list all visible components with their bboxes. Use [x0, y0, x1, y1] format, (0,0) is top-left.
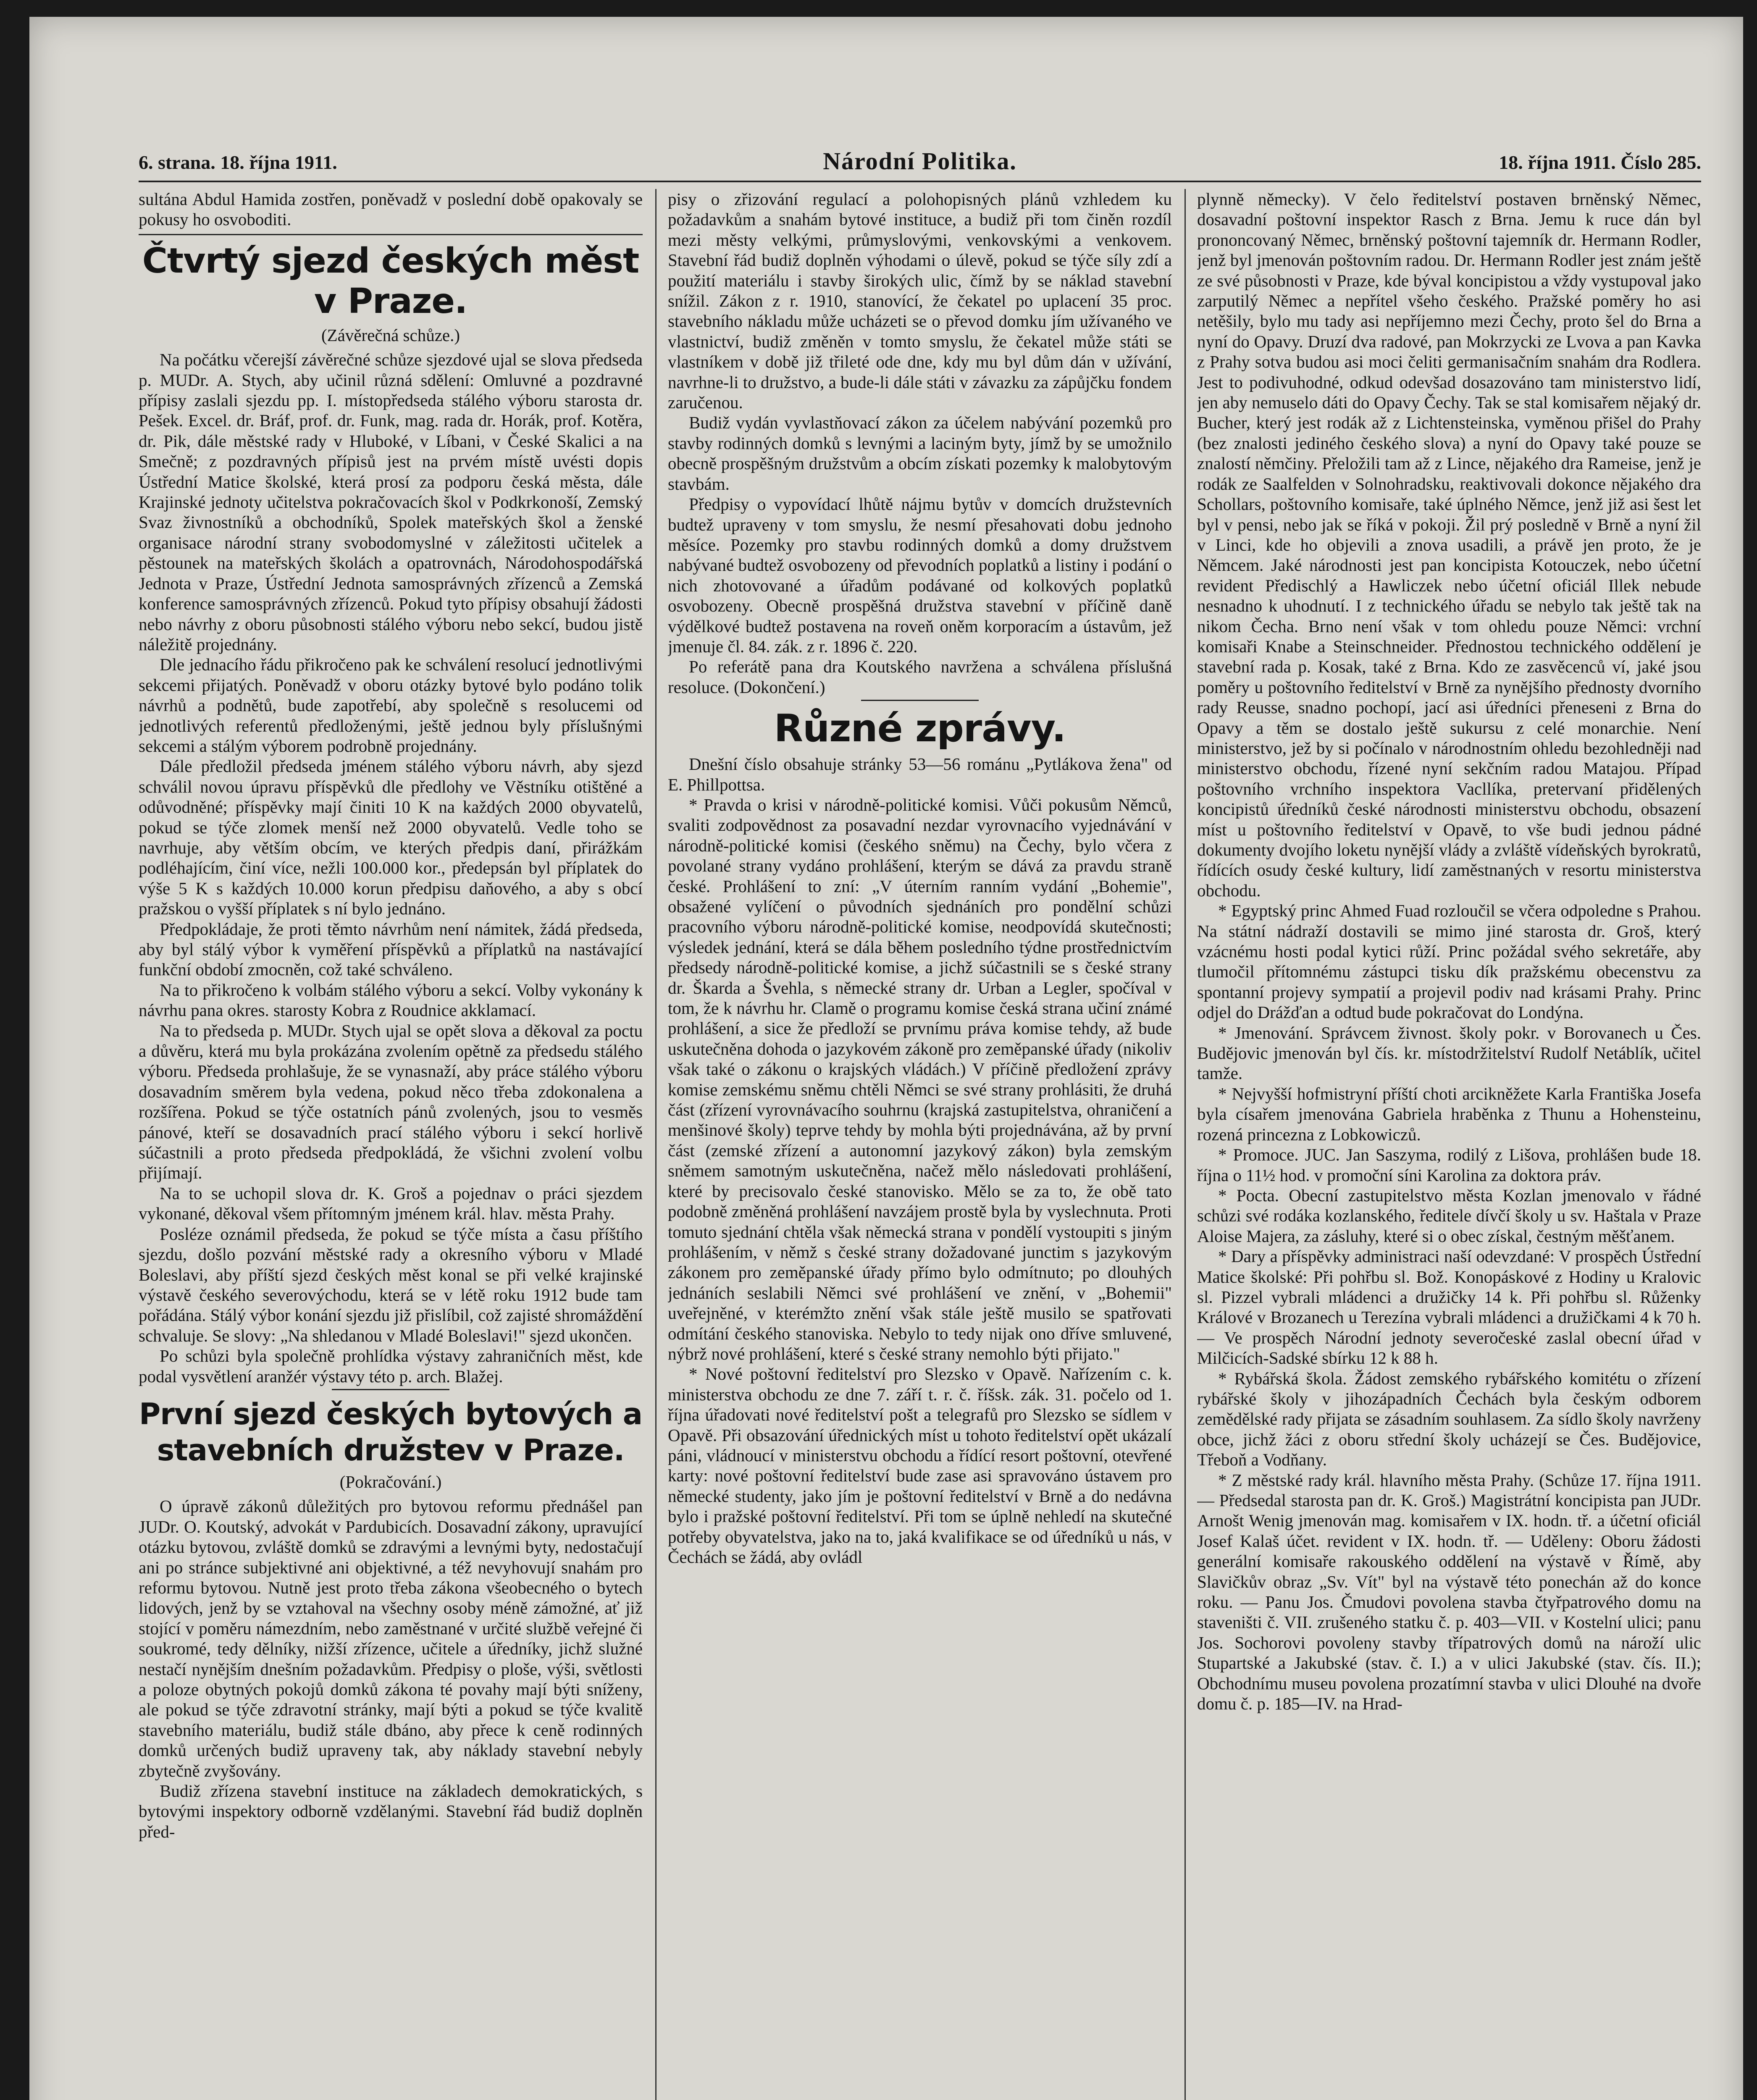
header-left: 6. strana. 18. října 1911. — [139, 152, 337, 173]
headline-housing-cooperatives: První sjezd českých bytových a stavebních družstev v Praze. — [139, 1396, 642, 1467]
paragraph: Po schůzi byla společně prohlídka výstavy zahraničních měst, kde podal vysvětlení aranžér výstavy této p. arch. Blažej. — [139, 1346, 643, 1386]
news-item: * Egyptský princ Ahmed Fuad rozloučil se včera odpoledne s Prahou. Na státní nádraží dostavili se mimo jiné starosta dr. Groš, který vzácnému hosti podal kytici růží. Princ požádal svého sekretáře, aby tlumočil přítomnému zástupci tisku dík pražskému obecenstvu za spontanní projevy sympatií a projevil podiv nad krásami Prahy. Princ odjel do Drážďan a odtud bude pokračovat do Londýna. — [1197, 901, 1701, 1022]
separator — [861, 700, 979, 701]
header-right: 18. října 1911. Číslo 285. — [1499, 152, 1701, 173]
page-header — [139, 147, 1701, 181]
news-item: * Jmenování. Správcem živnost. školy pokr. v Borovanech u Čes. Budějovic jmenován byl čís. kr. místodržitelství Rudolf Netáblík, učitel tamže. — [1197, 1023, 1701, 1083]
paragraph: pisy o zřizování regulací a polohopisných plánů vzhledem ku požadavkům a snahám bytové instituce, a budiž při tom činěn rozdíl mezi městy velkými, průmyslovými, venkovskými a venkovem. Stavební řád budiž doplněn výhodami o úlevě, pokud se týče síly zdí a použití materiálu i stavby širokých ulic, čímž by se náklad stavební snížil. Zákon z r. 1910, stanovící, že čekatel po uplacení 35 proc. stavebního nákladu může ucházeti se o převod domku jím užívaného ve vlastnictví, budiž změněn v tomto smyslu, že čekatel může státi se vlastníkem v době již třileté ode dne, kdy mu byl dům dán v užívání, navrhne-li to družstvo, a bude-li dále státi v závazku za zápůjčku fondem zaručenou. — [668, 189, 1172, 412]
news-item: * Rybářská škola. Žádost zemského rybářského komitétu o zřízení rybářské školy v jihozápadních Čechách byla českým odborem zemědělské rady přijata se zásadním souhlasem. Za sídlo školy navrženy obce, jichž žáci z oboru střední školy ucházejí se Čes. Budějovice, Třeboň a Vodňany. — [1197, 1368, 1701, 1470]
paragraph: Předpokládaje, že proti těmto návrhům není námitek, žádá předseda, aby byl stálý výbor k vyměření příspěvků a příplatků na nastávající funkční období zmocněn, což také schváleno. — [139, 919, 643, 979]
header-rule — [139, 181, 1701, 182]
column-divider — [655, 189, 657, 2100]
newspaper-page — [29, 17, 1743, 2100]
paragraph: Budiž vydán vyvlastňovací zákon za účelem nabývání pozemků pro stavby rodinných domků s levnými a laciným byty, jímž by se umožnilo obecně prospěšným družstvům a obcím získati pozemky k malobytovým stavbám. — [668, 413, 1172, 494]
news-item: * Pocta. Obecní zastupitelstvo města Kozlan jmenovalo v řádné schůzi své rodáka kozlanského, ředitele dívčí školy u sv. Haštala v Praze Aloise Majera, za zásluhy, které si o obec získal, čestným měšťanem. — [1197, 1185, 1701, 1246]
news-item: * Pravda o krisi v národně-politické komisi. Vůči pokusům Němců, svaliti zodpovědnost za posavadní nezdar vyrovnacího vyjednávání v národně-politické komisi (českého sněmu) na Čechy, bylo včera z povolané strany vydáno prohlášení, kterým se dává za pravdu straně české. Prohlášení to zní: „V úterním ranním vydání „Bohemie", obsažené vylíčení o původních sjednáních pro pondělní schůzi pracovního výboru národně-politické komise, neodpovídá skutečnosti; výsledek jednání, která se dála během posledního týdne prostřednictvím předsedy národně-politické komise, a jichž súčastnili se s české strany dr. Škarda a Švehla, s německé strany dr. Urban a Legler, spočíval v tom, že k návrhu hr. Clamě o programu komise česká strana učiní známé prohlášení, a sice že předloží se prvnímu práva komise tehdy, až bude uskutečněna dohoda o jazykovém zákoně pro zeměpanské úřady (nikoliv však také o zákonu o krajských vládách.) V příčině předložení zprávy komise zemskému sněmu chtěli Němci se své strany prohlásiti, že druhá část (zřízení vyrovnávacího souhrnu (krajská zastupitelstva, ohraničení a menšinové školy) teprve tehdy by mohla býti projednávána, až by první část (zemské zřízení a autonomní jazykový zákon) byla zemským sněmem samotným uskutečněna, načež mělo následovati prohlášení, které by precisovalo české stanovisko. Mělo se za to, že obě tato podobně změněná prohlášení navzájem prostě byla by vyslechnuta. Proti tomuto sjednání chtěla však německá strana v pondělí vystoupiti s jiným prohlášením, v němž s české strany dožadované junctim s jazykovým zákonem pro zeměpanské úřady přímo bylo odmítnuto; po dlouhých jednáních seslabili Němci své prohlášení ve znění, v „Bohemii" uveřejněné, v kterémžto znění však stále ještě musilo se spatřovati odmítání českého stanoviska. Nebylo to tedy nijak ono dříve smluvené, nýbrž nové prohlášení, které s české strany nemohlo býti přijato." — [668, 795, 1172, 1363]
paragraph: Předpisy o vypovídací lhůtě nájmu bytův v domcích družstevních budtež upraveny v tom smyslu, že nesmí přesahovati dobu jednoho měsíce. Pozemky pro stavbu rodinných domků a domy družstvem nabývané budtež osvobozeny od převodních poplatků a listiny i podání o nich zhotovované a úřadům podávané od kolkových poplatků osvobozeny. Obecně prospěšná družstva stavební v příčině daně výdělkové budtež postavena na roveň oněm korporacím a ústavům, jež jmenuje čl. 84. zák. z r. 1896 č. 220. — [668, 494, 1172, 656]
paragraph: Dnešní číslo obsahuje stránky 53—56 románu „Pytlákova žena" od E. Phillpottsa. — [668, 754, 1172, 794]
separator — [332, 1389, 449, 1390]
masthead-title: Národní Politika. — [823, 147, 1017, 175]
news-item: * Z městské rady král. hlavního města Prahy. (Schůze 17. října 1911. — Předsedal starosta pan dr. K. Groš.) Magistrátní koncipista pan JUDr. Arnošt Wenig jmenován mag. komisařem v IX. hodn. tř. a účetní oficiál Josef Kalaš účet. revident v IX. hodn. tř. — Uděleny: Oboru žádosti generální komisaře rakouského oddělení na výstavě v Římě, aby Slavičkův obraz „Sv. Vít" byl na výstavě této ponechán až do konce roku. — Panu Jos. Čmudovi povolena stavba čtyřpatrového domu na staveništi č. VII. zrušeného statku č. p. 403—VII. v Kostelní ulici; panu Jos. Sochorovi povoleny stavby třípatrových domů na nároží ulic Stupartské a Jakubské (stav. č. I.) a v ulici Jakubské (stav. čís. II.); Obchodnímu museu povolena prozatímní stavba v ulici Dlouhé na dvoře domu č. p. 185—IV. na Hrad- — [1197, 1470, 1701, 1714]
subheadline: (Pokračování.) — [339, 1472, 442, 1491]
paragraph: Na to přikročeno k volbám stálého výboru a sekcí. Volby vykonány k návrhu pana okres. starosty Kobra z Roudnice akklamací. — [139, 980, 643, 1020]
column-1 — [139, 189, 643, 2100]
news-item: * Nové poštovní ředitelství pro Slezsko v Opavě. Nařízením c. k. ministerstva obchodu ze dne 7. září t. r. č. říšsk. zák. 31. počelo od 1. října úřadovati nové ředitelství pošt a telegrafů pro Slezsko se sídlem v Opavě. Při obsazování úřednických míst u tohoto ředitelství opět ukázalí páni, vládnoucí v ministerstvu obchodu a řídící resort poštovní, otevřené karty: nové poštovní ředitelství bude zase asi spravováno ústavem pro německé studenty, jako jím je poštovní ředitelství v Brně a do nedávna bylo i pražské poštovní ředitelství. Při tom se úplně nehledí na skutečné potřeby obyvatelstva, jako na to, jaká kvalifikace se od úředníků u nás, v Čechách se žádá, aby ovládl — [668, 1364, 1172, 1567]
column-divider — [1184, 189, 1186, 2100]
news-item: * Dary a příspěvky administraci naší odevzdané: V prospěch Ústřední Matice školské: Při pohřbu sl. Bož. Konopáskové z Hodiny u Kralovic sl. Pizzel vybrali mládenci a družičky 14 k. Při pohřbu sl. Růženky Králové v Brozanech u Terezína vybrali mládenci a družičkami 4 k 70 h. — Ve prospěch Národní jednoty severočeské zaslal obecní úřad v Milčicích-Sadské sbírku 12 k 88 h. — [1197, 1247, 1701, 1368]
separator — [139, 234, 643, 235]
paragraph: Dle jednacího řádu přikročeno pak ke schválení resolucí jednotlivými sekcemi přijatých. Poněvadž v oboru otázky bytové bylo podáno tolik návrhů a podnětů, bude zapotřebí, aby společně s resolucemi od jednotlivých referentů předloženými, ještě jednou byly příslušnými sekcemi a stálým výborem podrobně projednány. — [139, 655, 643, 756]
column-2 — [668, 189, 1172, 2100]
column-3 — [1197, 189, 1701, 2100]
news-item: * Promoce. JUC. Jan Saszyma, rodilý z Lišova, prohlášen bude 18. října o 11½ hod. v promoční síni Karolina za doktora práv. — [1197, 1145, 1701, 1185]
headline-city-congress: Čtvrtý sjezd českých měst v Praze. — [142, 241, 639, 321]
paragraph: Budiž zřízena stavební instituce na základech demokratických, s bytovými inspektory odborně vzdělanými. Stavební řád budiž doplněn před- — [139, 1781, 643, 1841]
subheadline: (Závěrečná schůze.) — [321, 325, 460, 345]
paragraph: Na to se uchopil slova dr. K. Groš a pojednav o práci sjezdem vykonané, děkoval všem přítomným jménem král. hlav. města Prahy. — [139, 1183, 643, 1223]
headline-various-news: Různé zprávy. — [774, 706, 1066, 751]
paragraph: plynně německy). V čelo ředitelství postaven brněnský Němec, dosavadní poštovní inspektor Rasch z Brna. Jemu k ruce dán byl prononcovaný Němec, brněnský poštovní tajemník dr. Hermann Rodler, jenž byl jmenován poštovním radou. Dr. Hermann Rodler jest znám ještě ze své působnosti v Praze, kde býval koncipistou a vždy vystupoval jako zarputilý Němec a nepřítel všeho českého. Pražské poměry ho asi netěšily, bylo mu tady asi nepříjemno mezi Čechy, proto šel do Brna a nyní do Opavy. Druzí dva radové, pan Mokrzycki ze Lvova a pan Kavka z Prahy sotva budou asi moci čeliti germanisačním snahám dra Rodlera. Jest to podivuhodné, odkud odevšad dosazováno tam ministerstvo lidí, jen aby nemuselo dáti do Opavy Čechy. Tak se stal komisařem nějaký dr. Bucher, který jest rodák až z Lichtensteinska, vyměnou přišel do Prahy (bez znalosti jediného českého slova) a nyní do Opavy také pouze se znalostí němčiny. Přeložili tam až z Lince, nějakého dra Rameise, jenž je rodák ze Saalfelden v Solnohradsku, reaktivovali dokonce nějakého dra Schollars, poštovního komisaře, také úplného Němce, jenž již asi šest let byl v pensi, nebo jak se říká v pokoji. Žil prý posledně v Brně a nyní žil v Linci, kde ho objevili a znova usadili, a právě jen proto, že je Němcem. Jaké národnosti jest pan koncipista Kotouczek, nebo účetní revident Předischlý a Hawliczek nebo účetní oficiál Illek nebude nesnadno k uhodnutí. I z technického úřadu se nebylo tak ještě tak na nikom Čecha. Brno není však v tom ohledu pouze Němci: vrchní komisaři Knabe a Steinschneider. Přednostou technického oddělení je stavební rada p. Kosak, také z Brna. Kdo ze zasvěcenců ví, jaké jsou poměry u poštovního ředitelství v Brně za nynějšího přednosty dvorního rady Reusse, snadno pochopí, jací asi úředníci přeneseni z Brna do Opavy a těm se dostalo ještě sukursu z celé monarchie. Není ministerstvo, jež by si počínalo v národnostním ohledu bezohledněji nad ministerstvo obchodu, řízené nyní sekčním radou Matajou. Případ poštovního vrchního inspektora Vacllíka, pretervaní přidělených koncipistů úředníků české národnosti ministerstvu obchodu, obsazení míst u poštovního ředitelství v Opavě, to vše budi jednou pádné dokumenty dvojího loketu nynější vlády a zvláště vídeňských byrokratů, řídících osudy české kultury, lidí zaměstnaných v resortu ministerstva obchodu. — [1197, 189, 1701, 900]
news-item: * Nejvyšší hofmistryní příští choti arcikněžete Karla Františka Josefa byla císařem jmenována Gabriela hraběnka z Thunu a Hohensteinu, rozená princezna z Lobkowiczů. — [1197, 1084, 1701, 1144]
article-continuation: sultána Abdul Hamida zostřen, poněvadž v poslední době opakovaly se pokusy ho osvoboditi. — [139, 189, 643, 229]
paragraph: Na počátku včerejší závěrečné schůze sjezdové ujal se slova předseda p. MUDr. A. Stych, aby učinil různá sdělení: Omluvné a pozdravné přípisy zaslali sjezdu pp. I. místopředseda stálého výboru starosta dr. Pešek. Excel. dr. Bráf, prof. dr. Funk, mag. rada dr. Horák, prof. Kotěra, dr. Pik, dále městské rady v Hluboké, v Líbani, v České Skalici a na Smečně; z pozdravných přípisů jest na prvém místě uvésti dopis Ústřední Matice školské, která prosí za podporu česká města, dále Krajinské jednoty učitelstva pokračovacích škol v Podkrkonoší, Zemský Svaz živnostníků a obchodníků, Spolek mateřských škol a ženské organisace národní strany svobodomyslné v záležitosti učitelek a pěstounek na mateřských školách a opatrovnách, Národohospodářská Jednota v Praze, Ústřední Jednota samosprávných zřízenců a Zemská konference samosprávných zřízenců. Pokud tyto přípisy obsahují žádosti nebo návrhy z oboru působnosti stálého výboru nebo sekcí, budou jistě náležitě projednány. — [139, 350, 643, 654]
paragraph: Na to předseda p. MUDr. Stych ujal se opět slova a děkoval za poctu a důvěru, která mu byla prokázána zvolením opětně za předsedu stálého výboru. Předseda prohlašuje, že se vynasnaží, aby práce stálého výboru dosavadním směrem byla vedena, pokud něco třeba zdokonalena a rozšířena. Pokud se týče ostatních pánů zvolených, jsou to vesměs pánové, kteří se dosavadních prací stálého výboru i sekcí horlivě súčastnili a proto předseda předpokládá, že všichni zvolení volbu přijímají. — [139, 1021, 643, 1183]
paragraph: Dále předložil předseda jménem stálého výboru návrh, aby sjezd schválil novou úpravu příspěvků dle předlohy ve Věstníku otištěné a odůvodněné; příspěvky mají činiti 10 K na každých 2000 obyvatelů, pokud se týče zlomek menší než 2000 obyvatelů. Vedle toho se navrhuje, aby větším obcím, ve kterých předpis daní, přirážkám podléhajícím, činí více, nežli 100.000 kor., předepsán byl příplatek do výše 5 K s každých 10.000 korun předpisu daňového, a aby s obcí pražskou o vyšší příplatek s ní bylo jednáno. — [139, 756, 643, 919]
paragraph: Posléze oznámil předseda, že pokud se týče místa a času příštího sjezdu, došlo pozvání městské rady a okresního výboru v Mladé Boleslavi, aby příští sjezd českých měst konal se při velké krajinské výstavě českého severovýchodu, která se v létě roku 1912 bude tam pořádána. Stálý výbor konání sjezdu již přislíbil, což zajisté shromáždění schvaluje. Se slovy: „Na shledanou v Mladé Boleslavi!" sjezd ukončen. — [139, 1224, 643, 1345]
paragraph: Po referátě pana dra Koutského navržena a schválena příslušná resoluce. (Dokončení.) — [668, 657, 1172, 697]
paragraph: O úpravě zákonů důležitých pro bytovou reformu přednášel pan JUDr. O. Koutský, advokát v Pardubicích. Dosavadní zákony, upravující otázku bytovou, zvláště domků se zdravými a levnými byty, nedostačují ani po stránce subjektivné ani objektivné, a též nevyhovují snahám pro reformu bytovou. Nutně jest proto třeba zákona všeobecného o bytech lidových, jenž by se vztahoval na všechny osoby méně zámožné, ať již stojící v poměru námezdním, nebo zaměstnané v určité službě veřejné či soukromé, tedy dělníky, nižší zřízence, učitele a úředníky, jichž služné nestačí nynějším dnešním požadavkům. Předpisy o ploše, výši, světlosti a poloze obytných pokojů domků zákona té povahy mají býti sníženy, ale pokud se týče zdravotní stránky, mají býti a pokud se týče kvalitě stavebního materiálu, budiž stále dbáno, aby přece k ceně rodinných domků určených budiž upraveny tak, aby náklady stavební nebyly zbytečně zvyšovány. — [139, 1496, 643, 1780]
